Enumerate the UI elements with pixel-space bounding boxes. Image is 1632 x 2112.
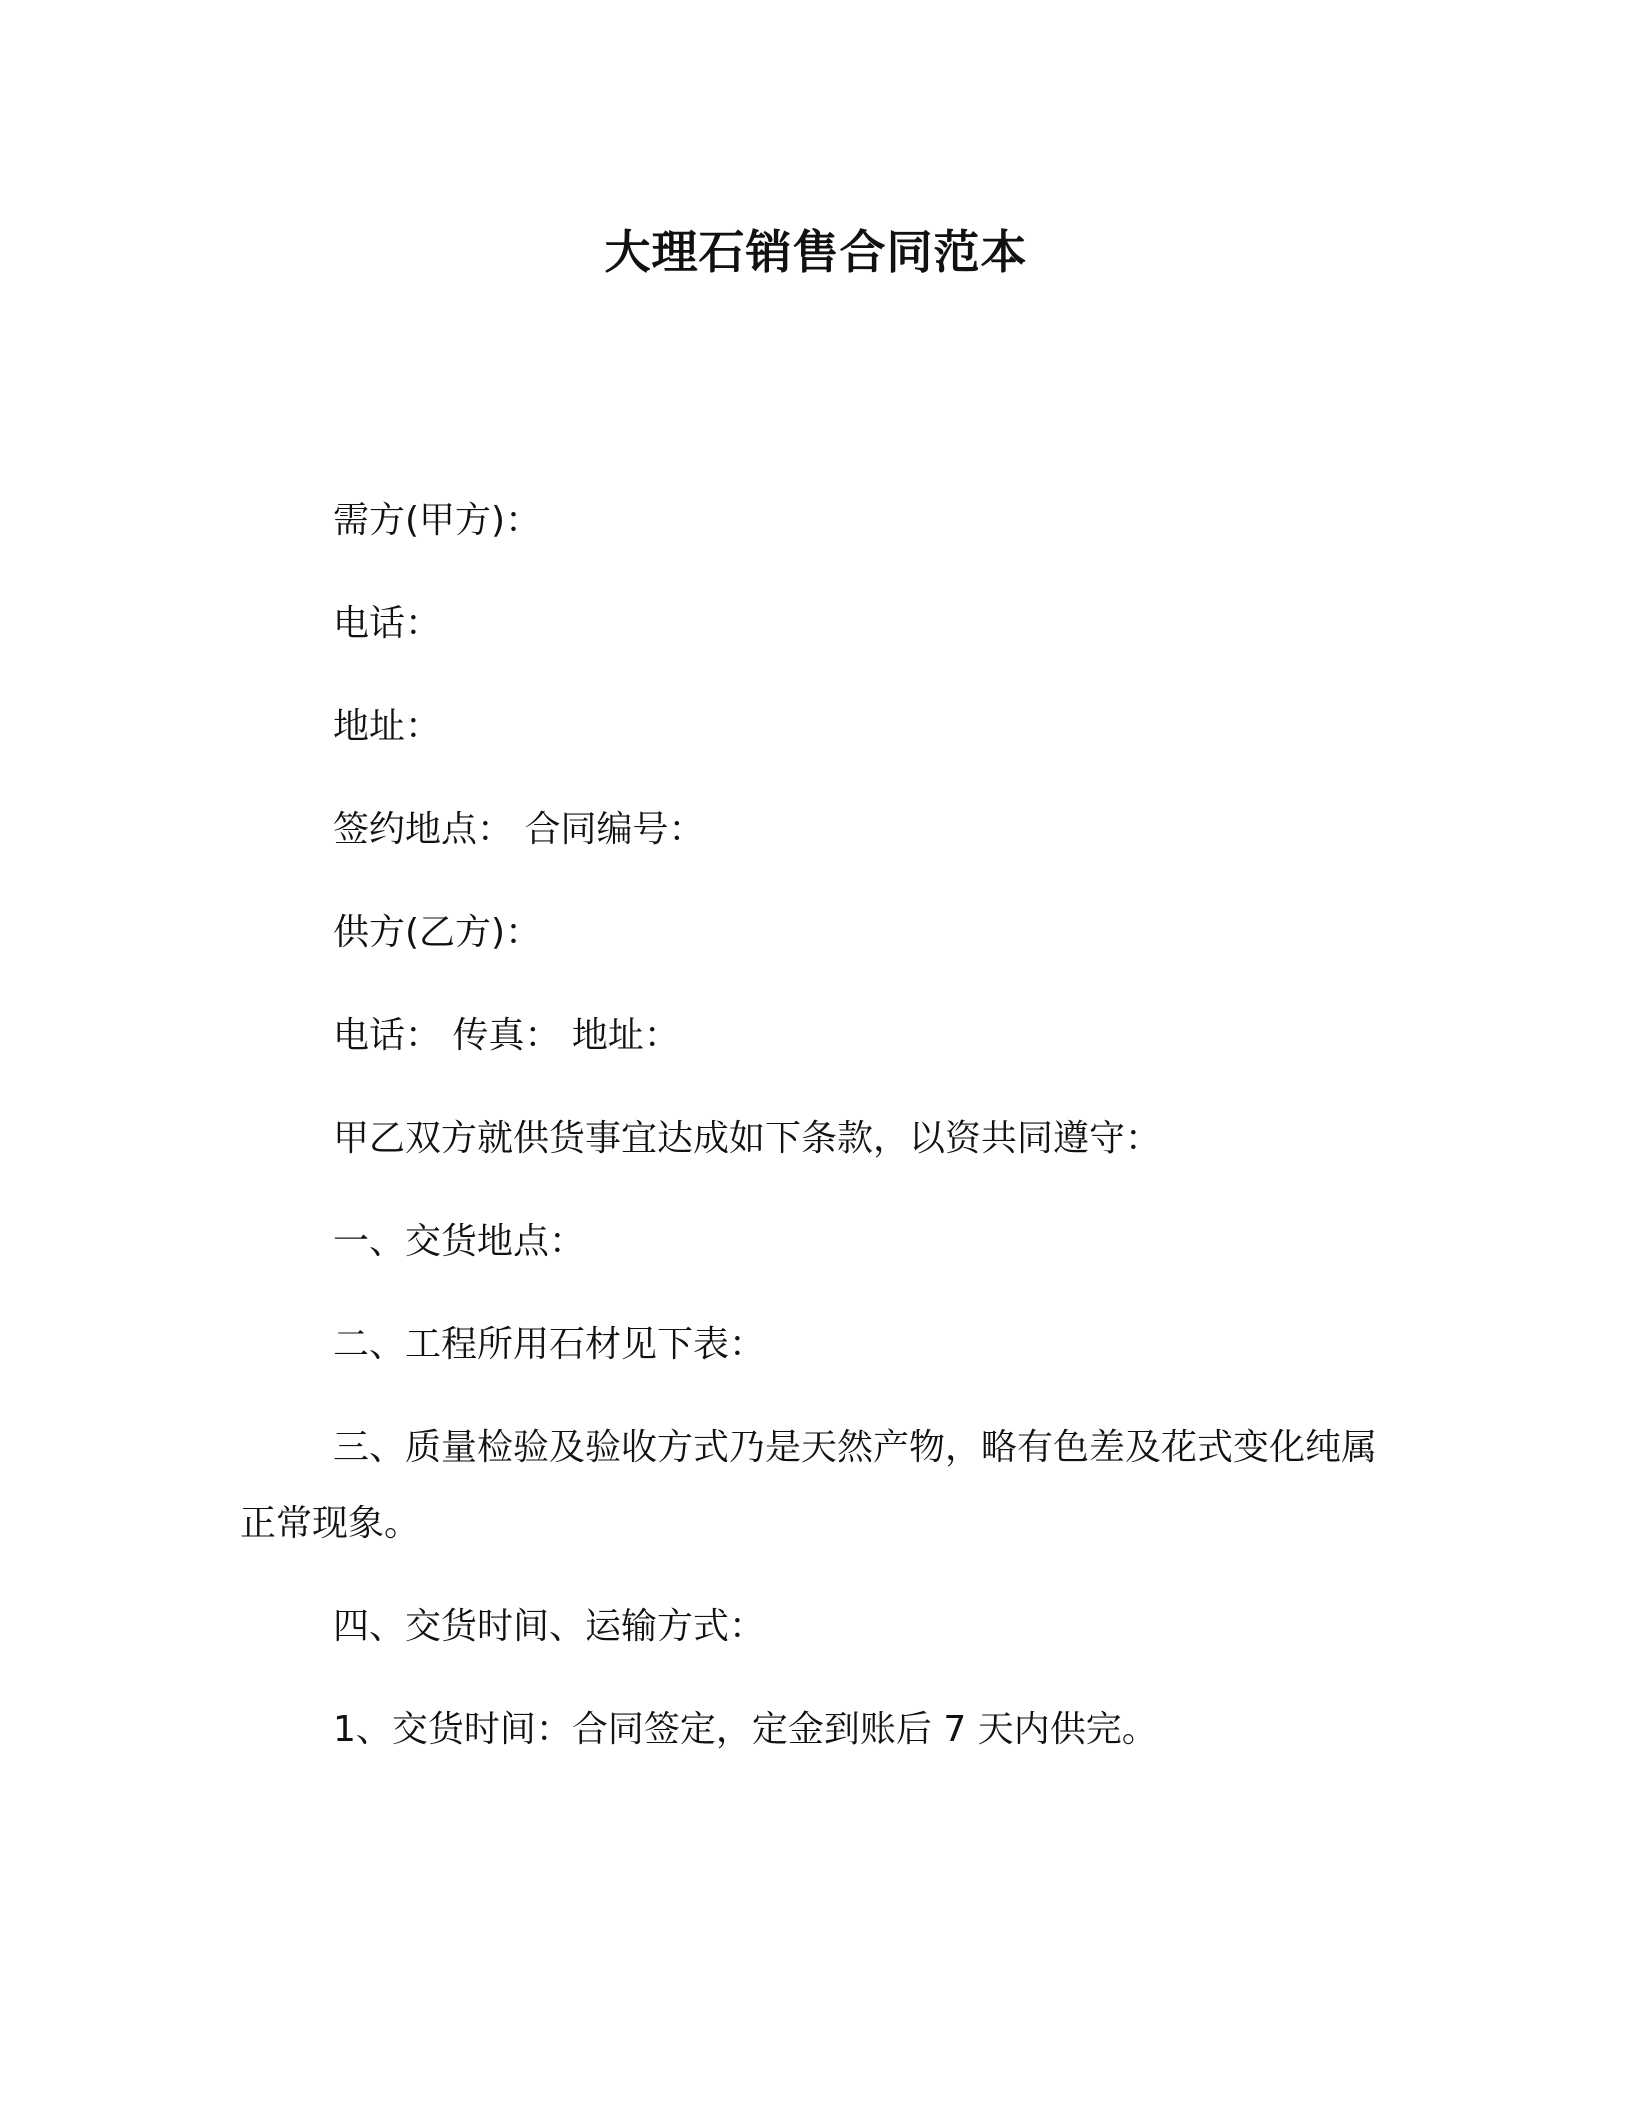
delivery-time-item: 1、交货时间：合同签定，定金到账后 7 天内供完。 (333, 1709, 1158, 1750)
agreement-intro-line: 甲乙双方就供货事宜达成如下条款，以资共同遵守： (333, 1118, 1162, 1159)
clause-1-delivery-place: 一、交货地点： (333, 1221, 586, 1262)
clause-4-delivery-time-transport: 四、交货时间、运输方式： (333, 1606, 766, 1647)
party-b-contact-line: 电话： 传真： 地址： (333, 1015, 680, 1056)
party-a-address-line: 地址： (333, 706, 442, 747)
party-a-line: 需方(甲方)： (333, 500, 542, 541)
clause-3-quality-inspection: 三、质量检验及验收方式乃是天然产物，略有色差及花式变化纯属正常现象。 (240, 1427, 1378, 1544)
clause-2-materials: 二、工程所用石材见下表： (333, 1324, 766, 1365)
party-b-line: 供方(乙方)： (333, 912, 542, 953)
document-title: 大理石销售合同范本 (604, 225, 1028, 279)
party-a-phone-line: 电话： (333, 603, 442, 644)
signing-place-contract-number-line: 签约地点： 合同编号： (333, 809, 705, 850)
